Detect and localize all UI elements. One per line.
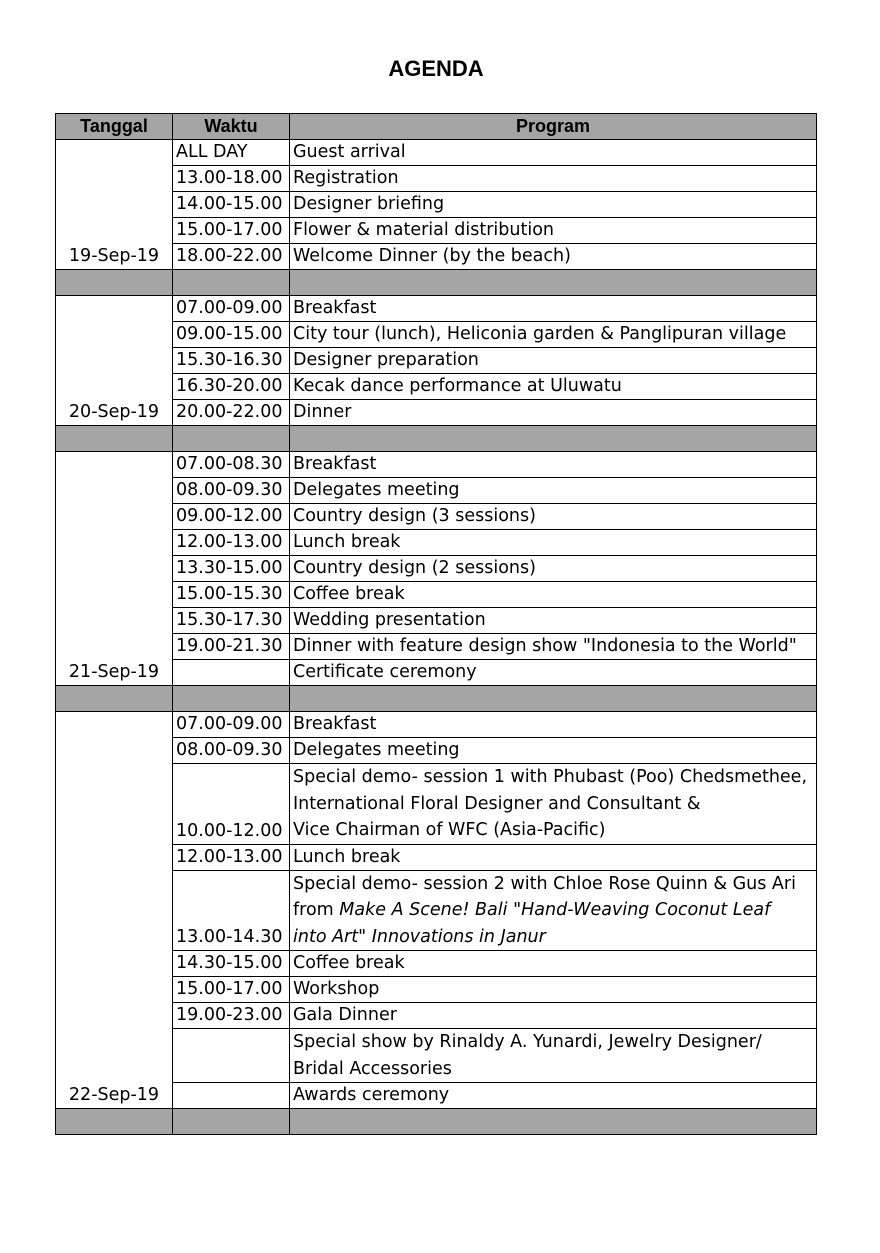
program-cell bbox=[290, 764, 817, 845]
separator-row bbox=[56, 426, 817, 452]
header-program: Program bbox=[290, 114, 817, 140]
time-cell: 07.00-09.00 bbox=[173, 296, 290, 322]
program-italic-text: Make A Scene! Bali "Hand-Weaving Coconut Leaf bbox=[339, 900, 771, 920]
program-cell: Coffee break bbox=[290, 582, 817, 608]
time-cell: 15.00-17.00 bbox=[173, 218, 290, 244]
time-cell: 15.00-15.30 bbox=[173, 582, 290, 608]
time-cell: 12.00-13.00 bbox=[173, 530, 290, 556]
time-cell: 15.30-17.30 bbox=[173, 608, 290, 634]
date-cell: 19-Sep-19 bbox=[56, 140, 173, 270]
date-cell: 21-Sep-19 bbox=[56, 452, 173, 686]
program-cell: Kecak dance performance at Uluwatu bbox=[290, 374, 817, 400]
time-cell: 14.30-15.00 bbox=[173, 951, 290, 977]
program-line: International Floral Designer and Consultant & bbox=[293, 793, 701, 814]
time-cell: 15.00-17.00 bbox=[173, 977, 290, 1003]
program-cell: Dinner bbox=[290, 400, 817, 426]
program-cell: Gala Dinner bbox=[290, 1003, 817, 1029]
time-cell: 15.30-16.30 bbox=[173, 348, 290, 374]
program-cell: Breakfast bbox=[290, 296, 817, 322]
time-cell: ALL DAY bbox=[173, 140, 290, 166]
program-cell: Breakfast bbox=[290, 452, 817, 478]
program-cell: Country design (3 sessions) bbox=[290, 504, 817, 530]
program-line: Special show by Rinaldy A. Yunardi, Jewelry Designer/ bbox=[293, 1032, 762, 1052]
time-cell: 09.00-12.00 bbox=[173, 504, 290, 530]
table-row bbox=[56, 712, 817, 738]
time-cell: 13.00-14.30 bbox=[173, 870, 290, 951]
table-row bbox=[56, 140, 817, 166]
program-cell: Breakfast bbox=[290, 712, 817, 738]
program-cell: Lunch break bbox=[290, 530, 817, 556]
program-line: Special demo- session 1 with Phubast (Poo) Chedsmethee, bbox=[293, 767, 808, 787]
program-line: into Art" Innovations in Janur bbox=[293, 926, 546, 947]
program-line: Vice Chairman of WFC (Asia-Pacific) bbox=[293, 820, 606, 840]
program-cell: Designer preparation bbox=[290, 348, 817, 374]
program-cell: Lunch break bbox=[290, 844, 817, 870]
program-cell: Welcome Dinner (by the beach) bbox=[290, 244, 817, 270]
program-line: Bridal Accessories bbox=[293, 1058, 452, 1079]
time-cell: 09.00-15.00 bbox=[173, 322, 290, 348]
time-cell: 14.00-15.00 bbox=[173, 192, 290, 218]
program-text: from bbox=[293, 900, 340, 920]
header-time: Waktu bbox=[173, 114, 290, 140]
time-cell: 08.00-09.30 bbox=[173, 738, 290, 764]
time-cell: 13.00-18.00 bbox=[173, 166, 290, 192]
time-cell: 20.00-22.00 bbox=[173, 400, 290, 426]
page-title: AGENDA bbox=[388, 56, 484, 81]
program-cell: Awards ceremony bbox=[290, 1083, 817, 1109]
separator-row bbox=[56, 686, 817, 712]
program-cell: Coffee break bbox=[290, 951, 817, 977]
time-cell: 19.00-23.00 bbox=[173, 1003, 290, 1029]
time-cell: 18.00-22.00 bbox=[173, 244, 290, 270]
program-cell: Certificate ceremony bbox=[290, 660, 817, 686]
header-row bbox=[56, 114, 817, 140]
time-cell: 16.30-20.00 bbox=[173, 374, 290, 400]
program-cell bbox=[290, 1029, 817, 1083]
program-cell: Registration bbox=[290, 166, 817, 192]
program-cell: Delegates meeting bbox=[290, 478, 817, 504]
time-cell bbox=[173, 1029, 290, 1083]
date-cell: 20-Sep-19 bbox=[56, 296, 173, 426]
program-line bbox=[293, 897, 813, 924]
time-cell: 08.00-09.30 bbox=[173, 478, 290, 504]
program-cell: Flower & material distribution bbox=[290, 218, 817, 244]
separator-row bbox=[56, 270, 817, 296]
program-cell: Workshop bbox=[290, 977, 817, 1003]
program-cell: Dinner with feature design show "Indonesia to the World" bbox=[290, 634, 817, 660]
program-cell: Delegates meeting bbox=[290, 738, 817, 764]
agenda-table bbox=[55, 113, 817, 1135]
program-cell: Country design (2 sessions) bbox=[290, 556, 817, 582]
time-cell: 12.00-13.00 bbox=[173, 844, 290, 870]
separator-row bbox=[56, 1109, 817, 1135]
program-line: Special demo- session 2 with Chloe Rose Quinn & Gus Ari bbox=[293, 873, 796, 894]
time-cell: 07.00-09.00 bbox=[173, 712, 290, 738]
time-cell: 10.00-12.00 bbox=[173, 764, 290, 845]
time-cell: 19.00-21.30 bbox=[173, 634, 290, 660]
time-cell bbox=[173, 1083, 290, 1109]
time-cell bbox=[173, 660, 290, 686]
time-cell: 07.00-08.30 bbox=[173, 452, 290, 478]
program-cell: Guest arrival bbox=[290, 140, 817, 166]
table-row bbox=[56, 452, 817, 478]
program-cell bbox=[290, 870, 817, 951]
program-cell: City tour (lunch), Heliconia garden & Panglipuran village bbox=[290, 322, 817, 348]
date-cell: 22-Sep-19 bbox=[56, 712, 173, 1109]
header-date: Tanggal bbox=[56, 114, 173, 140]
table-row bbox=[56, 296, 817, 322]
program-cell: Wedding presentation bbox=[290, 608, 817, 634]
time-cell: 13.30-15.00 bbox=[173, 556, 290, 582]
program-cell: Designer briefing bbox=[290, 192, 817, 218]
